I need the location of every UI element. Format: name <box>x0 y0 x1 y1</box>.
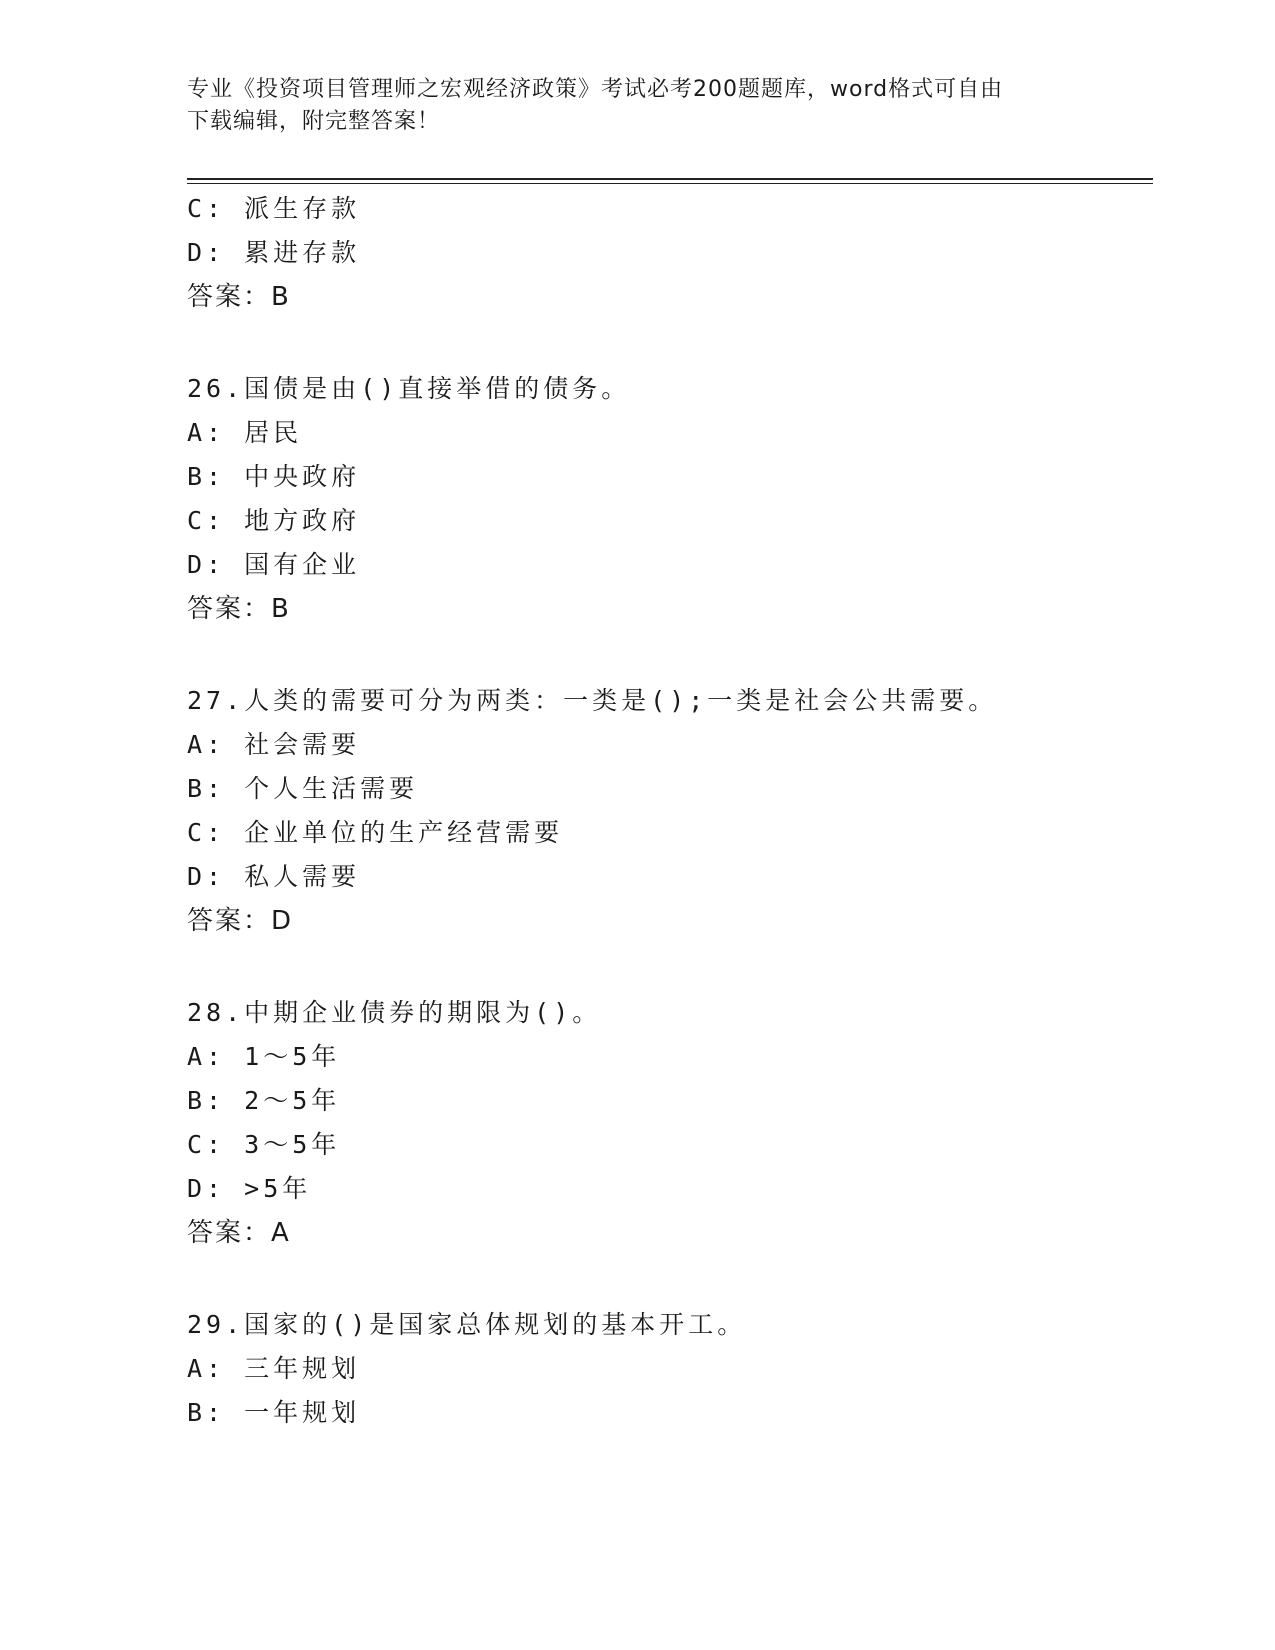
header-line-2: 下载编辑，附完整答案！ <box>187 109 441 134</box>
option-d: D: 累进存款 <box>187 238 361 267</box>
header-divider-thick <box>187 178 1153 180</box>
option-c: C: 地方政府 <box>187 506 361 535</box>
option-d: D: >5年 <box>187 1174 312 1203</box>
answer-line: 答案：A <box>187 1218 291 1248</box>
option-a: A: 居民 <box>187 418 303 447</box>
document-header <box>187 74 1067 138</box>
answer-line: 答案：B <box>187 282 291 312</box>
option-a: A: 三年规划 <box>187 1354 361 1383</box>
option-b: B: 中央政府 <box>187 462 361 491</box>
option-c: C: 企业单位的生产经营需要 <box>187 818 564 847</box>
header-divider-thin <box>187 183 1153 184</box>
option-b: B: 个人生活需要 <box>187 774 419 803</box>
header-line-1: 专业《投资项目管理师之宏观经济政策》考试必考200题题库，word格式可自由 <box>187 77 1004 102</box>
answer-line: 答案：B <box>187 594 291 624</box>
question-stem: 28.中期企业债券的期限为()。 <box>187 998 602 1027</box>
question-stem: 26.国债是由()直接举借的债务。 <box>187 374 631 403</box>
question-stem: 27.人类的需要可分为两类：一类是();一类是社会公共需要。 <box>187 686 998 715</box>
question-stem: 29.国家的()是国家总体规划的基本开工。 <box>187 1310 747 1339</box>
answer-line: 答案：D <box>187 906 294 936</box>
option-b: B: 一年规划 <box>187 1398 361 1427</box>
option-c: C: 3～5年 <box>187 1130 341 1159</box>
option-a: A: 社会需要 <box>187 730 361 759</box>
option-a: A: 1～5年 <box>187 1042 341 1071</box>
option-d: D: 国有企业 <box>187 550 361 579</box>
option-d: D: 私人需要 <box>187 862 361 891</box>
option-b: B: 2～5年 <box>187 1086 341 1115</box>
option-c: C: 派生存款 <box>187 194 361 223</box>
